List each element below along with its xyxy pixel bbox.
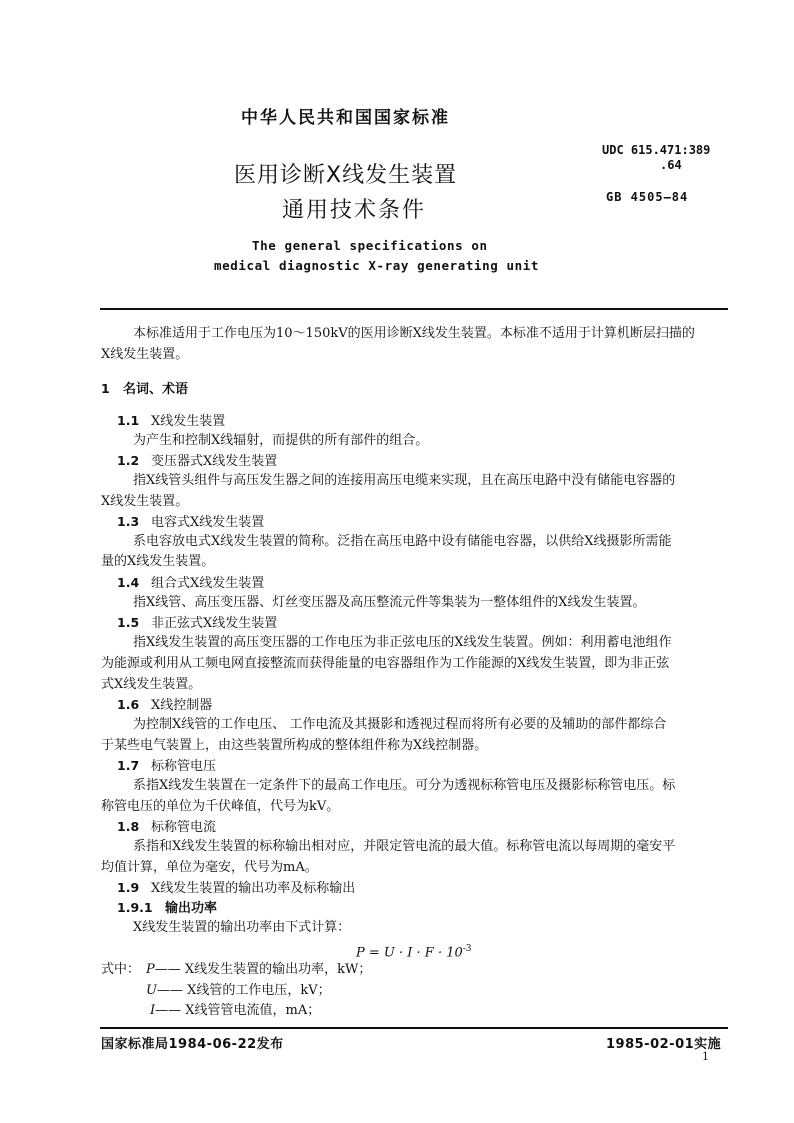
clause-1-2-heading [117, 452, 277, 471]
clause-1-4-heading [117, 574, 264, 593]
section-number: 1 [101, 381, 110, 396]
clause-title: 电容式X线发生装置 [151, 515, 265, 530]
clause-number: 1.9 [117, 880, 140, 895]
clause-1-6-text-line1: 为控制X线管的工作电压、 工作电流及其摄影和透视过程而将所有必要的及辅助的部件都综合 [133, 717, 667, 732]
clause-1-8-text-line1: 系指和X线发生装置的标称输出相对应，并限定管电流的最大值。标称管电流以每周期的毫安平 [133, 839, 676, 854]
clause-1-2-text-line2: X线发生装置。 [101, 494, 189, 509]
clause-title: 标称管电流 [151, 820, 217, 835]
document-title-line2: 通用技术条件 [282, 198, 427, 223]
variable-symbol: U [146, 983, 157, 998]
variable-description: —— X线管的工作电压，kV； [156, 983, 331, 998]
intro-line1: 本标准适用于工作电压为10～150kV的医用诊断X线发生装置。本标准不适用于计算机断层扫描的 [133, 326, 695, 341]
clause-1-5-text-line1: 指X线发生装置的高压变压器的工作电压为非正弦电压的X线发生装置。例如：利用蓄电池组作 [133, 635, 672, 650]
clause-title: X线控制器 [151, 698, 213, 713]
clause-1-8-text-line2: 均值计算，单位为毫安，代号为mA。 [101, 860, 318, 875]
where-label: 式中： [101, 962, 141, 977]
clause-1-5-text-line2: 为能源或利用从工频电网直接整流而获得能量的电容器组作为工作能源的X线发生装置，即为非正弦 [101, 656, 670, 671]
clause-1-5-heading [117, 614, 277, 633]
effective-date: 1985-02-01实施 [606, 1037, 722, 1052]
section-1-heading [101, 380, 188, 399]
english-title-line1: The general specifications on [252, 238, 488, 253]
clause-number: 1.9.1 [117, 900, 153, 915]
page-number: 1 [702, 1050, 709, 1063]
footer-divider [100, 1027, 728, 1029]
formula-exponent: -3 [462, 944, 472, 954]
clause-number: 1.5 [117, 615, 140, 630]
variable-p-definition [146, 961, 371, 979]
clause-1-7-text-line2: 称管电压的单位为千伏峰值，代号为kV。 [101, 799, 340, 814]
udc-code: UDC 615.471:389 [602, 143, 711, 157]
clause-1-6-heading [117, 696, 212, 715]
clause-1-9-1-heading [117, 899, 217, 918]
clause-1-9-1-text: X线发生装置的输出功率由下式计算： [133, 920, 351, 935]
clause-1-1-heading [117, 412, 225, 431]
standard-org: 中华人民共和国国家标准 [241, 108, 450, 128]
section-title: 名词、术语 [123, 382, 189, 397]
clause-1-6-text-line2: 于某些电气装置上，由这些装置所构成的整体组件称为X线控制器。 [101, 738, 488, 753]
variable-u-definition [146, 982, 331, 1000]
clause-number: 1.1 [117, 413, 140, 428]
clause-title: 标称管电压 [151, 759, 217, 774]
clause-number: 1.2 [117, 453, 140, 468]
clause-1-5-text-line3: 式X线发生装置。 [101, 677, 202, 692]
variable-symbol: I [150, 1003, 156, 1018]
variable-i-definition [150, 1002, 320, 1020]
variable-symbol: P [146, 962, 155, 977]
clause-number: 1.4 [117, 575, 140, 590]
clause-1-2-text-line1: 指X线管头组件与高压发生器之间的连接用高压电缆来实现，且在高压电路中没有储能电容器的 [133, 473, 676, 488]
clause-1-7-heading [117, 757, 216, 776]
variable-description: —— X线发生装置的输出功率，kW； [154, 962, 372, 977]
udc-code-continuation: .64 [660, 158, 682, 172]
clause-number: 1.3 [117, 514, 140, 529]
english-title-line2: medical diagnostic X-ray generating unit [214, 258, 540, 273]
clause-1-9-heading [117, 879, 355, 898]
gb-code: GB 4505—84 [606, 190, 689, 204]
document-title-line1: 医用诊断X线发生装置 [234, 163, 458, 188]
clause-title: X线发生装置的输出功率及标称输出 [151, 881, 356, 896]
clause-title: X线发生装置 [151, 414, 226, 429]
clause-1-3-heading [117, 513, 264, 532]
formula-body: P = U · I · F · 10 [356, 945, 463, 961]
clause-1-7-text-line1: 系指X线发生装置在一定条件下的最高工作电压。可分为透视标称管电压及摄影标称管电压。标 [133, 778, 676, 793]
clause-number: 1.7 [117, 758, 140, 773]
output-power-formula [356, 940, 472, 962]
clause-1-4-text: 指X线管、高压变压器、灯丝变压器及高压整流元件等集装为一整体组件的X线发生装置。 [133, 595, 646, 610]
clause-1-3-text-line1: 系电容放电式X线发生装置的简称。泛指在高压电路中设有储能电容器，以供给X线摄影所需能 [133, 534, 672, 549]
intro-line2: X线发生装置。 [101, 347, 189, 362]
variable-description: —— X线管管电流值，mA； [155, 1003, 321, 1018]
clause-number: 1.8 [117, 819, 140, 834]
issue-date: 国家标准局1984-06-22发布 [101, 1037, 284, 1052]
clause-title: 输出功率 [165, 901, 218, 916]
clause-title: 组合式X线发生装置 [151, 576, 265, 591]
clause-1-1-text: 为产生和控制X线辐射，而提供的所有部件的组合。 [133, 433, 429, 448]
clause-1-3-text-line2: 量的X线发生装置。 [101, 554, 215, 569]
header-divider [100, 308, 728, 310]
clause-title: 变压器式X线发生装置 [151, 454, 278, 469]
clause-title: 非正弦式X线发生装置 [151, 616, 278, 631]
clause-1-8-heading [117, 818, 216, 837]
clause-number: 1.6 [117, 697, 140, 712]
